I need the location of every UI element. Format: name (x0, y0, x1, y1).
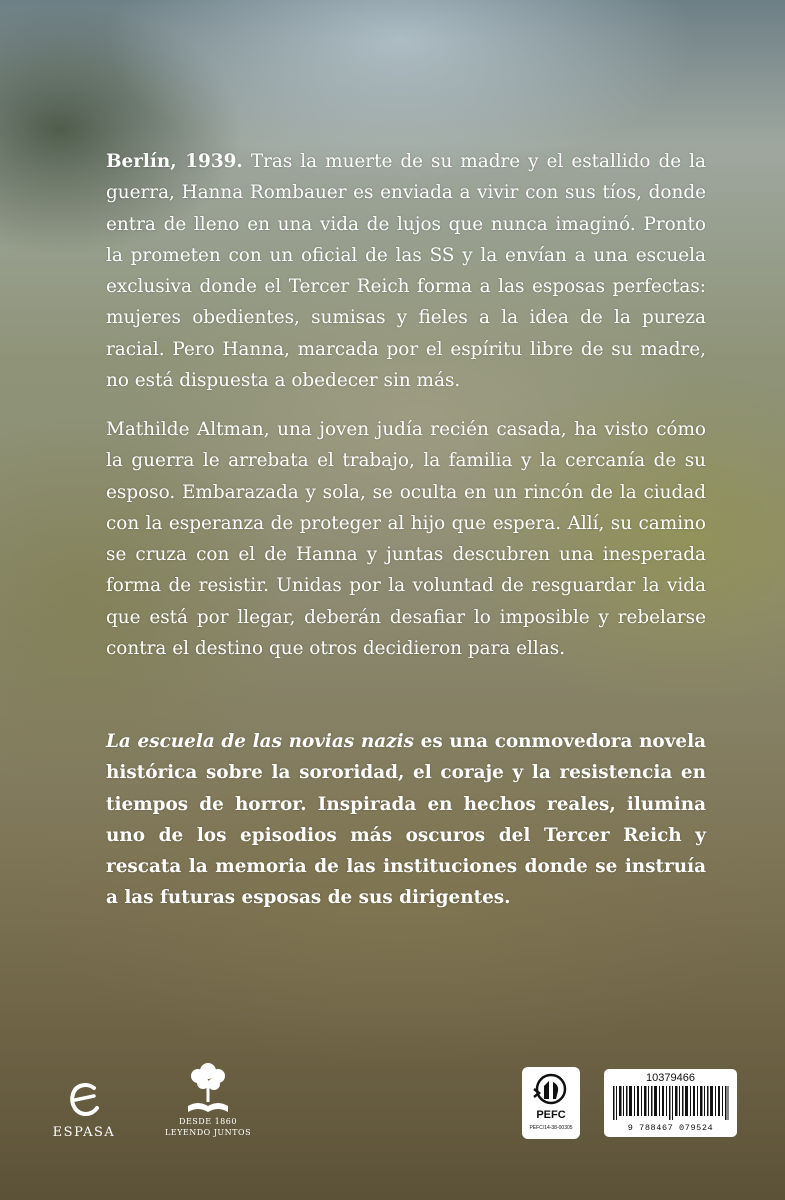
synopsis-paragraph-1 (106, 146, 706, 396)
synopsis-paragraph-3-body: es una conmovedora novela histórica sobre la sororidad, el coraje y la resistencia en tiempos de horror. Inspirada en hechos reales, ilumina uno de los episodios más oscuros del Tercer Reich y rescata la memoria de las instituciones donde se instruía a las futuras esposas de sus dirigentes. (106, 731, 706, 909)
pefc-label-text: PEFC (536, 1109, 566, 1121)
espasa-e-logo-icon (67, 1080, 101, 1120)
imprint-line-2: LEYENDO JUNTOS (164, 1128, 252, 1137)
tree-book-icon (184, 1062, 232, 1116)
pefc-tree-icon (532, 1073, 570, 1105)
synopsis-paragraph-2: Mathilde Altman, una joven judía recién casada, ha visto cómo la guerra le arrebata el trabajo, la familia y la cercanía de su esposo. Embarazada y sola, se oculta en un rincón de la ciudad con la esperanza de proteger al hijo que espera. Allí, su camino se cruza con el de Hanna y juntas descubren una inesperada forma de resistir. Unidas por la voluntad de resguardar la vida que está por llegar, deberán desafiar lo imposible y rebelarse contra el destino que otros decidieron para ellas. (106, 419, 706, 660)
pefc-code: PEFC/14-38-00305 (529, 1125, 573, 1131)
imprint-logo (158, 1062, 258, 1138)
publisher-logo (44, 1080, 124, 1140)
synopsis-paragraph-3 (106, 726, 706, 914)
barcode-reference-number: 10379466 (646, 1072, 695, 1084)
barcode-label (604, 1069, 737, 1137)
synopsis-lead-heading: Berlín, 1939. (106, 151, 243, 172)
isbn-number: 9 788467 079524 (627, 1123, 714, 1133)
synopsis-paragraph-1-body: Tras la muerte de su madre y el estallido de la guerra, Hanna Rombauer es enviada a vivir con sus tíos, donde entra de lleno en una vida de lujos que nunca imaginó. Pronto la prometen con un oficial de las SS y la envían a una escuela exclusiva donde el Tercer Reich forma a las esposas perfectas: mujeres obedientes, sumisas y fieles a la idea de la pureza racial. Pero Hanna, marcada por el espíritu libre de su madre, no está dispuesta a obedecer sin más. (106, 151, 706, 392)
pefc-certification-label (522, 1067, 580, 1139)
barcode-icon (613, 1086, 729, 1120)
imprint-line-1: DESDE 1860 (179, 1117, 237, 1126)
publisher-name: ESPASA (52, 1125, 116, 1140)
book-title-italic: La escuela de las novias nazis (106, 731, 414, 752)
